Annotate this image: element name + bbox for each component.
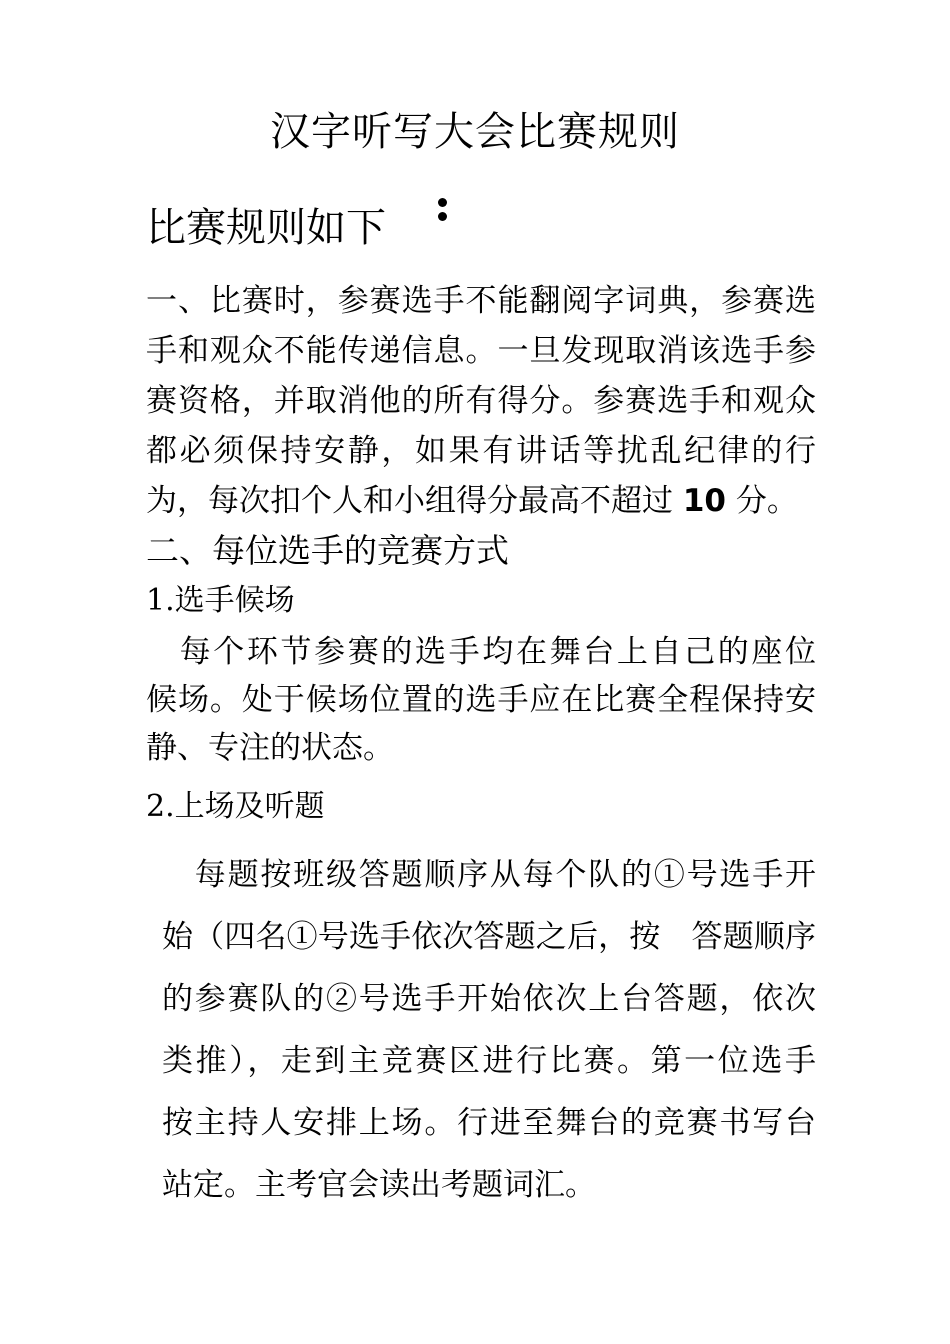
rule-1-last-prefix: 为，每次扣个人和小组得分最高不超过 bbox=[146, 483, 673, 519]
item-2-line: 每题按班级答题顺序从每个队的①号选手开 bbox=[162, 857, 816, 893]
document-title: 汉字听写大会比赛规则 bbox=[270, 109, 680, 155]
item-1-line: 候场。处于候场位置的选手应在比赛全程保持安 bbox=[146, 682, 816, 718]
rule-1-last-line bbox=[146, 476, 816, 526]
rule-1-paragraph bbox=[146, 276, 816, 526]
colon-dot-lower bbox=[438, 212, 447, 221]
rule-1-line: 一、比赛时，参赛选手不能翻阅字词典，参赛选 bbox=[146, 283, 816, 319]
rule-1-line: 赛资格，并取消他的所有得分。参赛选手和观众 bbox=[146, 383, 816, 419]
item-2-line: 的参赛队的②号选手开始依次上台答题，依次 bbox=[162, 981, 816, 1017]
rule-1-line: 都必须保持安静，如果有讲话等扰乱纪律的行 bbox=[146, 433, 816, 469]
item-1-heading: 1.选手候场 bbox=[146, 583, 295, 618]
colon-dot-upper bbox=[438, 198, 447, 207]
item-2-line: 站定。主考官会读出考题词汇。 bbox=[162, 1167, 596, 1203]
rule-1-line: 手和观众不能传递信息。一旦发现取消该选手参 bbox=[146, 333, 816, 369]
section-2-heading: 二、每位选手的竞赛方式 bbox=[146, 531, 509, 570]
item-1-paragraph bbox=[146, 628, 816, 772]
rule-1-last-suffix: 分。 bbox=[735, 483, 798, 519]
item-2-paragraph bbox=[162, 844, 816, 1216]
max-deduction-number: 10 bbox=[682, 483, 726, 519]
rules-subheading: 比赛规则如下 bbox=[146, 205, 386, 251]
item-2-line: 按主持人安排上场。行进至舞台的竞赛书写台 bbox=[162, 1105, 816, 1141]
item-1-line: 每个环节参赛的选手均在舞台上自己的座位 bbox=[146, 634, 816, 670]
item-2-line: 始（四名①号选手依次答题之后，按 答题顺序 bbox=[162, 919, 816, 955]
item-2-heading: 2.上场及听题 bbox=[146, 789, 325, 824]
item-1-line: 静、专注的状态。 bbox=[146, 730, 394, 766]
item-2-line: 类推），走到主竞赛区进行比赛。第一位选手 bbox=[162, 1043, 816, 1079]
